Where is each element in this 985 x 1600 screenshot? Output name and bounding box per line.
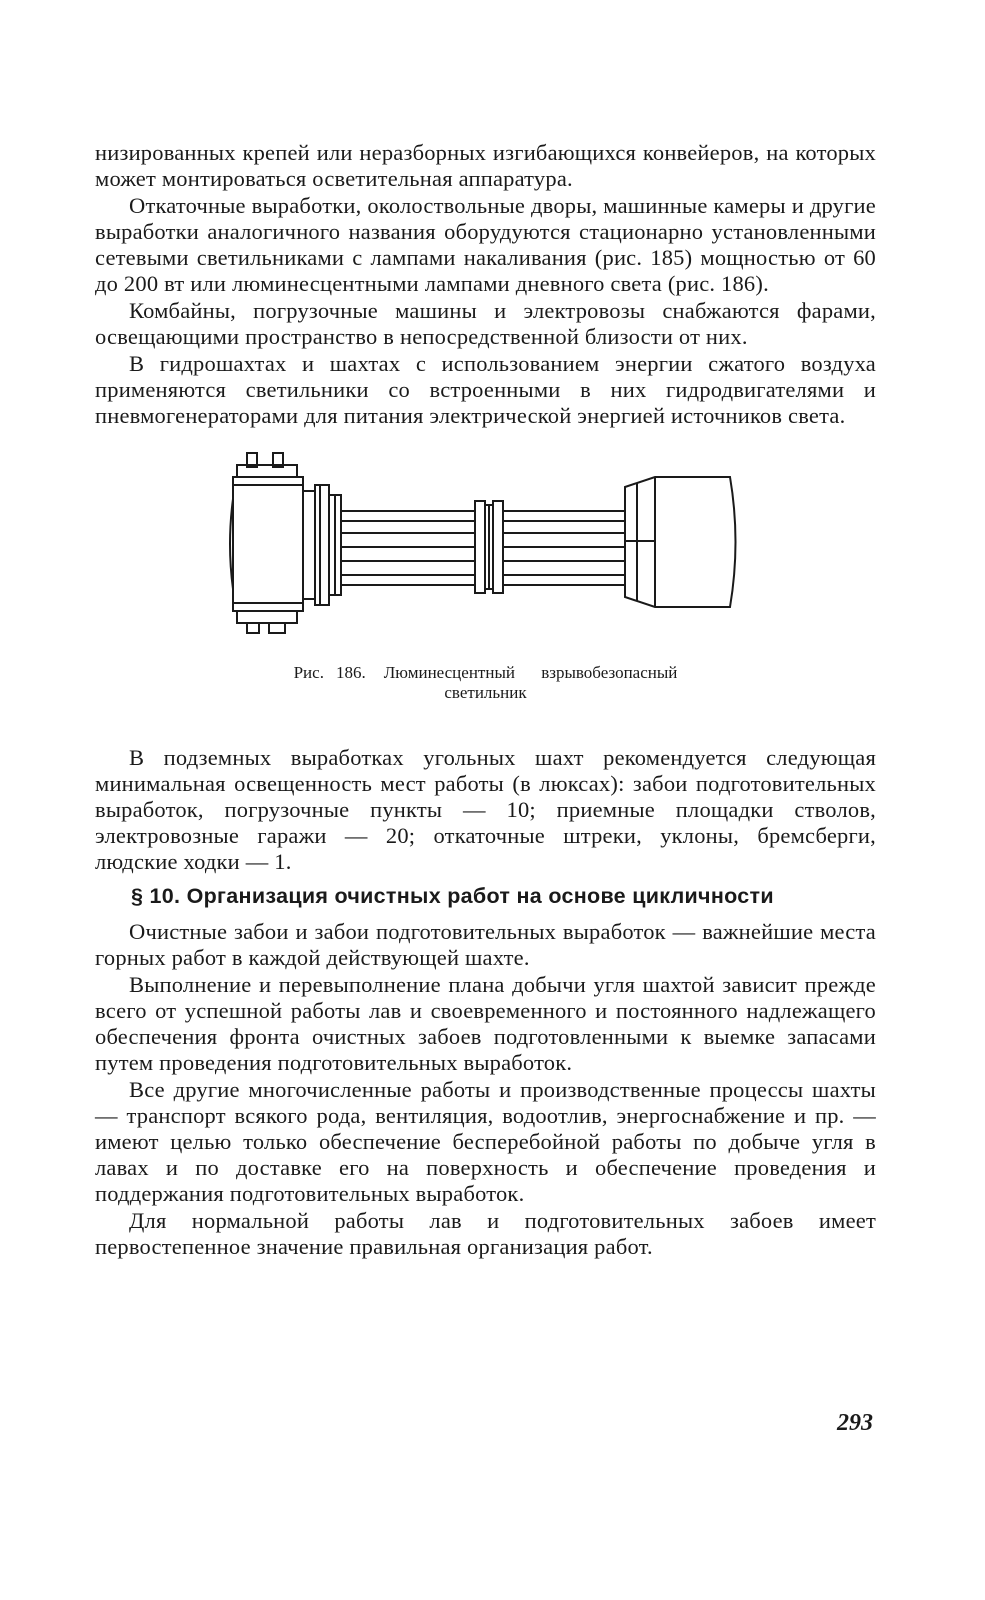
paragraph-8: Для нормальной работы лав и подготовительных забоев имеет первостепенное значение правильная организация работ. [95, 1208, 876, 1259]
paragraph-3: Комбайны, погрузочные машины и электровозы снабжаются фарами, освещающими пространство в непосредственной близости от них. [95, 298, 876, 349]
page-number: 293 [837, 1410, 873, 1436]
paragraph-4: В гидрошахтах и шахтах с использованием энергии сжатого воздуха применяются светильники со встроенными в них гидродвигателями и пневмогенераторами для питания электрической энергией источников света. [95, 351, 876, 428]
figure-186 [95, 435, 876, 745]
caption-title-line-1: Люминесцентный взрывобезопасный [383, 663, 678, 682]
luminaire-illustration [225, 447, 745, 657]
caption-number: 186. [335, 663, 366, 682]
paragraph-6: Выполнение и перевыполнение плана добычи угля шахтой зависит прежде всего от успешной работы лав и своевременного и постоянного надлежащего обеспечения фронта очистных забоев подготовленными к выемке запасами путем проведения подготовительных выработок. [95, 972, 876, 1075]
paragraph-2: Откаточные выработки, околоствольные дворы, машинные камеры и другие выработки аналогичного названия оборудуются стационарно установленными сетевыми светильниками с лампами накаливания (рис. 185) мощностью от 60 до 200 вт или люминесцентными лампами дневного света (рис. 186). [95, 193, 876, 296]
caption-title-line-2: светильник [444, 683, 527, 702]
caption-line-1 [95, 663, 876, 683]
paragraph-lux: В подземных выработках угольных шахт рекомендуется следующая минимальная освещенность мест работы (в люксах): забои подготовительных выработок, погрузочные пункты — 10; приемные площадки стволов, электровозные гаражи — 20; откаточные штреки, уклоны, бремсберги, людские ходки — 1. [95, 745, 876, 874]
book-page [95, 140, 876, 1260]
section-heading: § 10. Организация очистных работ на основе цикличности [131, 884, 774, 908]
paragraph-7: Все другие многочисленные работы и производственные процессы шахты — транспорт всякого рода, вентиляция, водоотлив, энергоснабжение и пр. — имеют целью только обеспечение бесперебойной работы по добыче угля в лавах и по доставке его на поверхность и обеспечение проведения и поддержания подготовительных выработок. [95, 1077, 876, 1206]
caption-prefix: Рис. [293, 663, 324, 682]
paragraph-1: низированных крепей или неразборных изгибающихся конвейеров, на которых может монтироваться осветительная аппаратура. [95, 140, 876, 191]
figure-caption [95, 663, 876, 703]
paragraph-5: Очистные забои и забои подготовительных выработок — важнейшие места горных работ в каждой действующей шахте. [95, 919, 876, 970]
